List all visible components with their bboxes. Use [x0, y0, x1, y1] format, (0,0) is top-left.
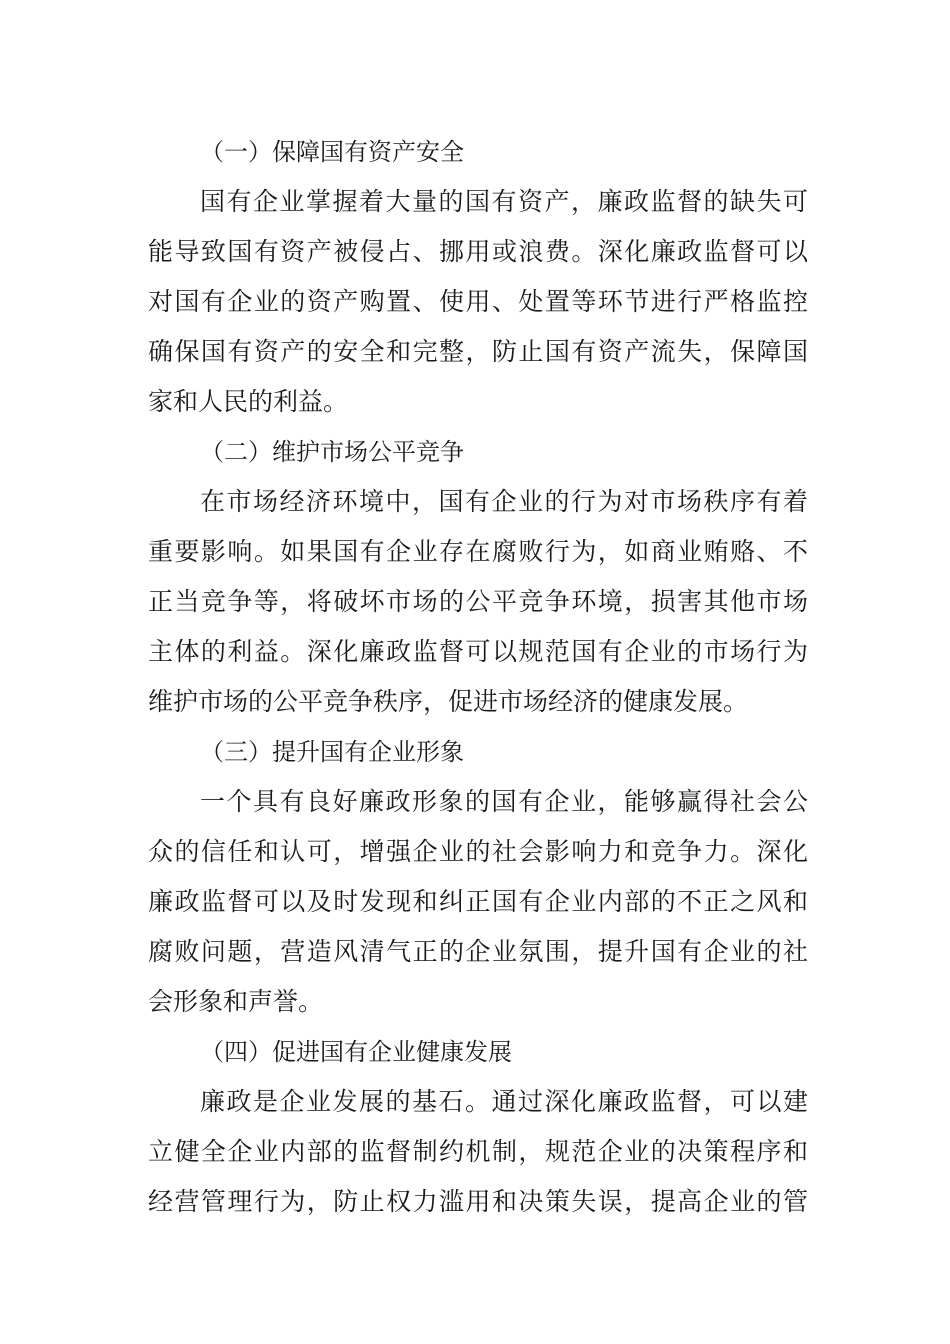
- paragraph-line: 腐败问题，营造风清气正的企业氛围，提升国有企业的社: [148, 937, 808, 966]
- paragraph-line: 在市场经济环境中，国有企业的行为对市场秩序有着: [200, 487, 808, 516]
- paragraph-line: 经营管理行为，防止权力滥用和决策失误，提高企业的管: [148, 1187, 808, 1216]
- section-heading-3: （三）提升国有企业形象: [200, 738, 464, 766]
- paragraph-line: 维护市场的公平竞争秩序，促进市场经济的健康发展。: [148, 687, 749, 716]
- section-heading-1: （一）保障国有资产安全: [200, 138, 464, 166]
- paragraph-line: 正当竞争等，将破坏市场的公平竞争环境，损害其他市场: [148, 587, 808, 616]
- paragraph-line: 一个具有良好廉政形象的国有企业，能够赢得社会公: [200, 787, 808, 816]
- paragraph-line: 国有企业掌握着大量的国有资产，廉政监督的缺失可: [200, 187, 808, 216]
- paragraph-line: 立健全企业内部的监督制约机制，规范企业的决策程序和: [148, 1137, 808, 1166]
- paragraph-line: 重要影响。如果国有企业存在腐败行为，如商业贿赂、不: [148, 537, 808, 566]
- paragraph-line: 对国有企业的资产购置、使用、处置等环节进行严格监控: [148, 287, 808, 316]
- paragraph-line: 廉政是企业发展的基石。通过深化廉政监督，可以建: [200, 1087, 808, 1116]
- paragraph-line: 主体的利益。深化廉政监督可以规范国有企业的市场行为: [148, 637, 808, 666]
- paragraph-line: 众的信任和认可，增强企业的社会影响力和竞争力。深化: [148, 837, 808, 866]
- paragraph-line: 家和人民的利益。: [148, 387, 349, 416]
- paragraph-line: 廉政监督可以及时发现和纠正国有企业内部的不正之风和: [148, 887, 808, 916]
- paragraph-line: 会形象和声誉。: [148, 987, 324, 1016]
- paragraph-line: 确保国有资产的安全和完整，防止国有资产流失，保障国: [148, 337, 808, 366]
- paragraph-line: 能导致国有资产被侵占、挪用或浪费。深化廉政监督可以: [148, 237, 808, 266]
- section-heading-2: （二）维护市场公平竞争: [200, 438, 464, 466]
- section-heading-4: （四）促进国有企业健康发展: [200, 1038, 512, 1066]
